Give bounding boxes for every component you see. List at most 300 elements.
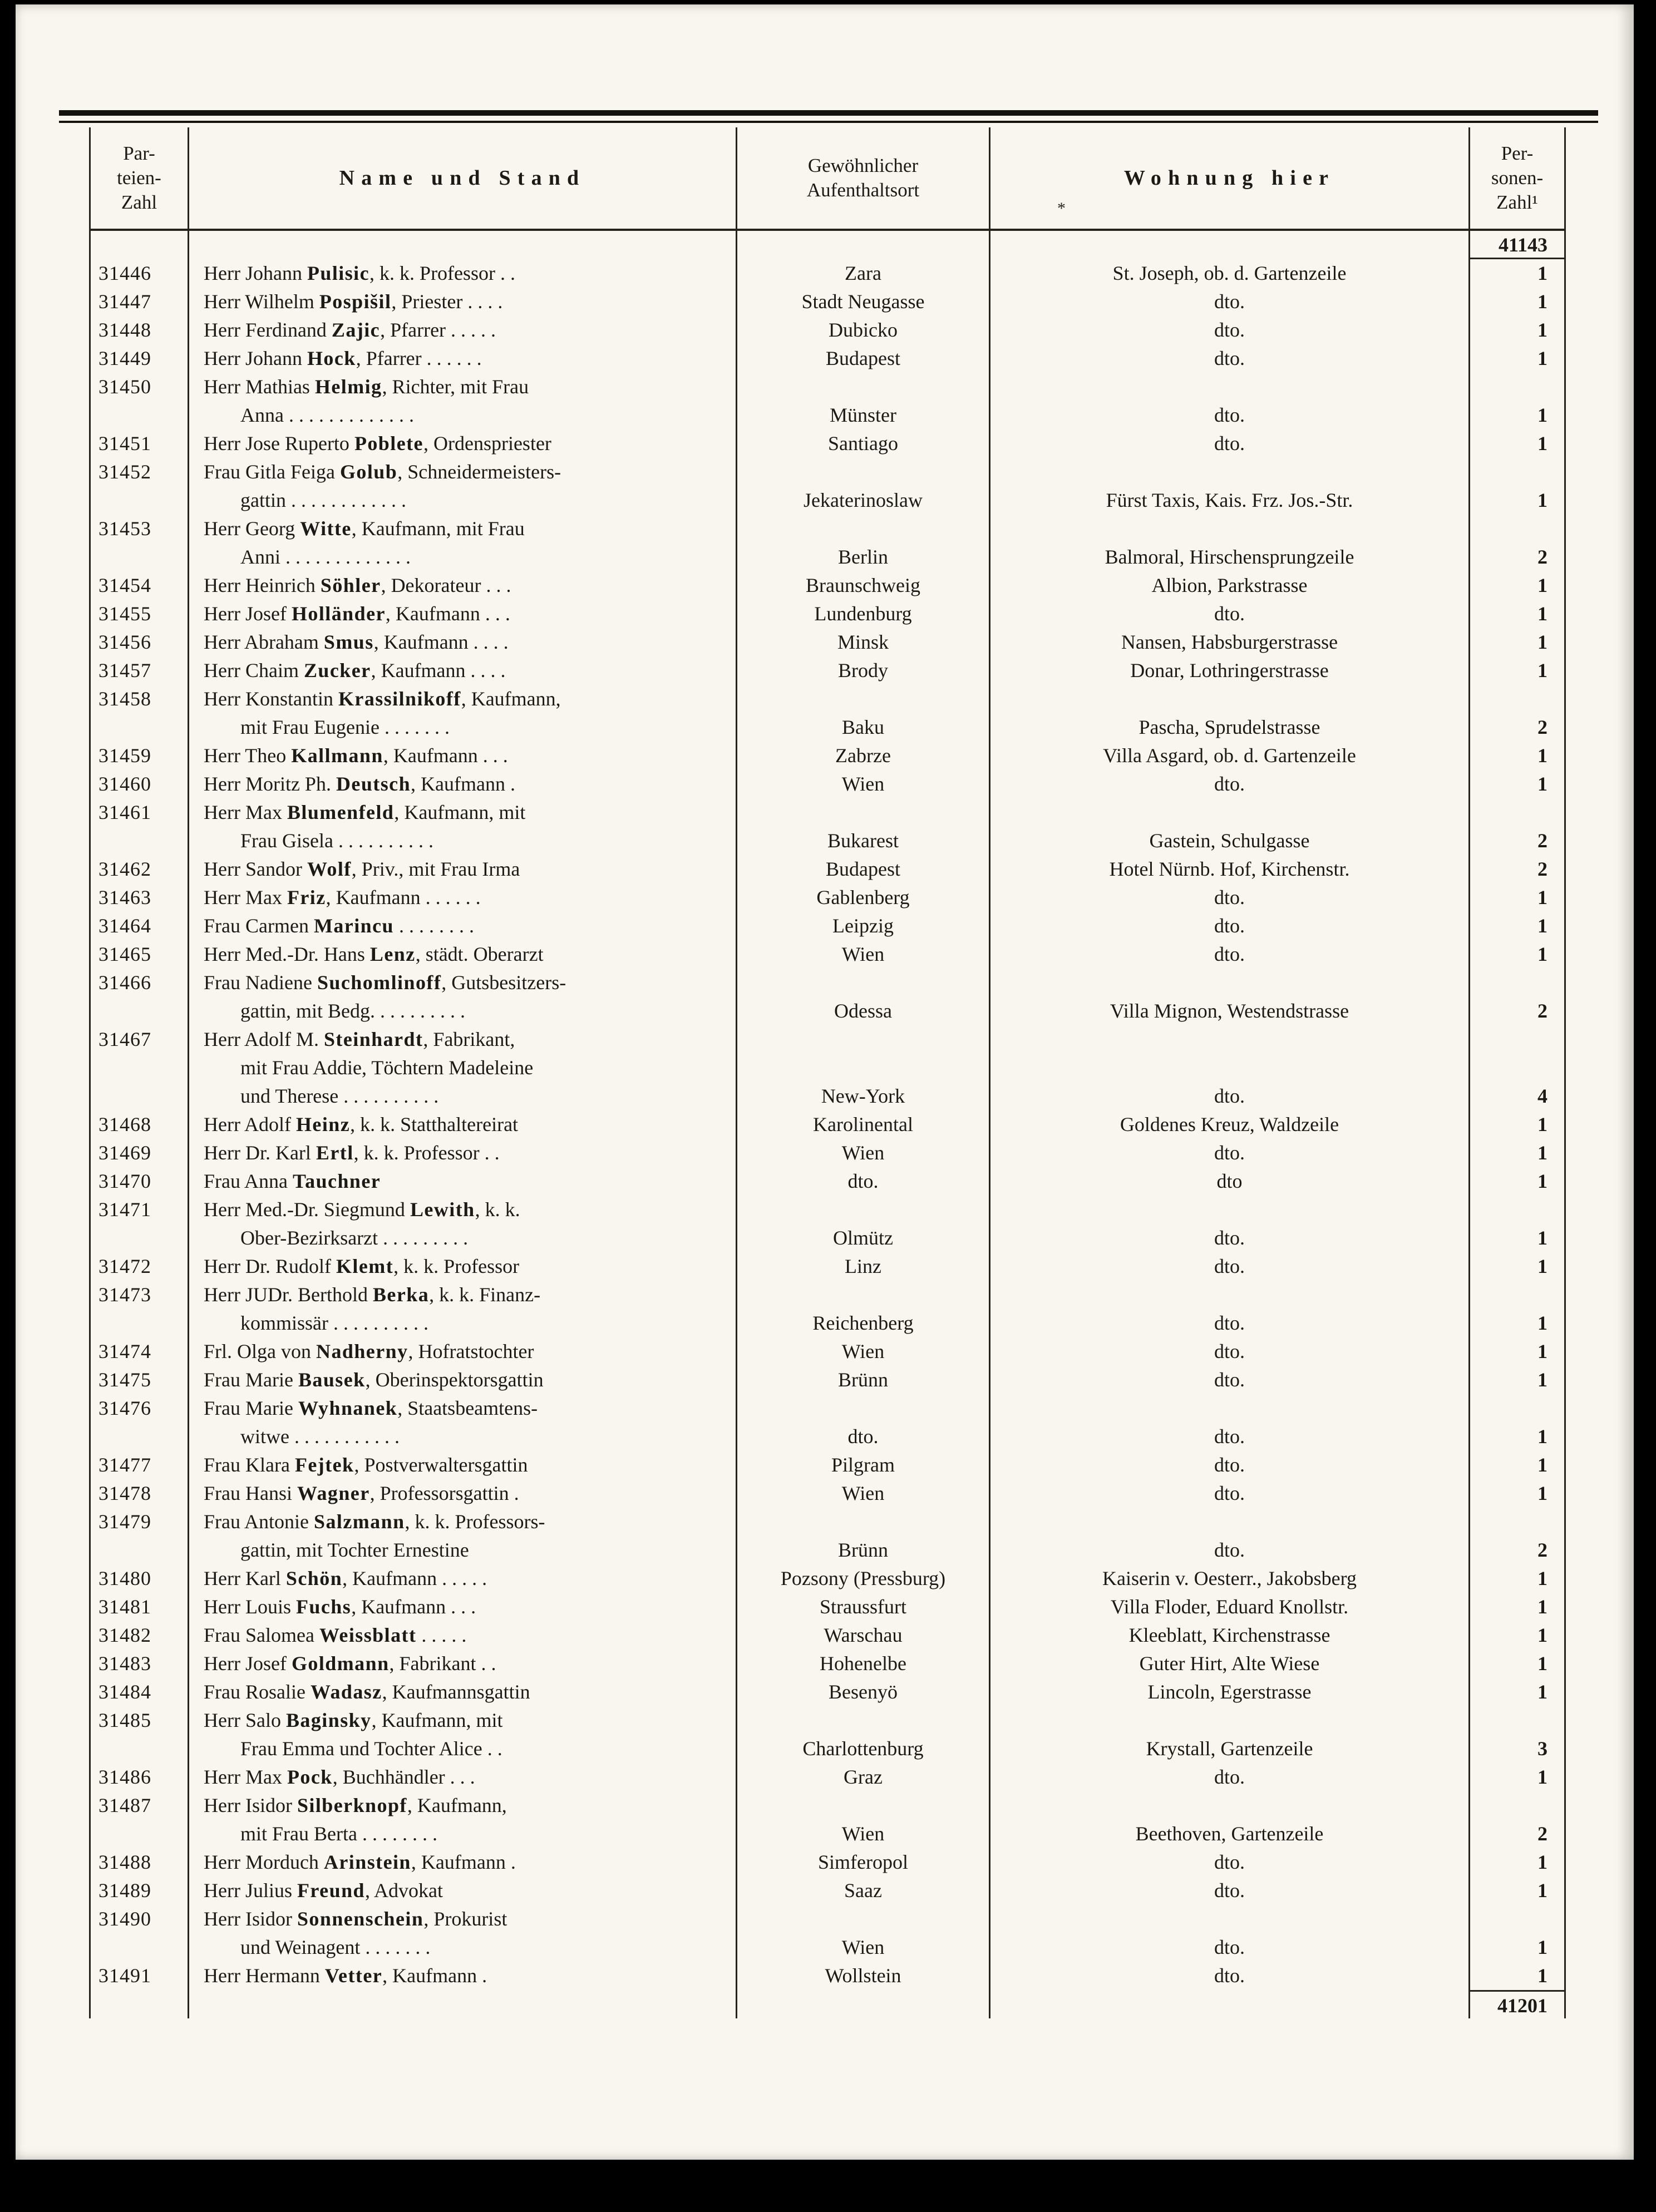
wohnung: Albion, Parkstrasse bbox=[990, 571, 1470, 600]
surname-bold: Lewith bbox=[410, 1198, 475, 1221]
surname-bold: Silberknopf bbox=[297, 1794, 407, 1816]
party-number: 31449 bbox=[89, 344, 189, 373]
surname-bold: Wadasz bbox=[310, 1681, 382, 1703]
party-number bbox=[89, 1820, 189, 1848]
name-und-stand bbox=[189, 940, 737, 969]
party-number: 31458 bbox=[89, 685, 189, 713]
aufenthaltsort: Münster bbox=[737, 401, 990, 429]
party-number bbox=[89, 713, 189, 742]
name-suffix: , Kaufmann, bbox=[461, 688, 561, 710]
name-suffix: , Prokurist bbox=[423, 1908, 507, 1930]
surname-bold: Lenz bbox=[369, 943, 416, 965]
surname-bold: Holländer bbox=[291, 603, 386, 625]
wohnung bbox=[990, 1196, 1470, 1224]
name-und-stand bbox=[189, 713, 737, 742]
name-prefix: Frau Gisela . . . . . . . . . . bbox=[240, 830, 433, 852]
name-prefix: Herr Josef bbox=[204, 1652, 292, 1675]
name-prefix: Herr Georg bbox=[204, 517, 300, 540]
name-suffix: , Kaufmann . . . . bbox=[373, 631, 509, 653]
name-prefix: Herr Julius bbox=[204, 1879, 297, 1902]
name-prefix: Herr Moritz Ph. bbox=[204, 773, 336, 795]
aufenthaltsort: Santiago bbox=[737, 429, 990, 458]
name-prefix: Anni . . . . . . . . . . . . . bbox=[240, 546, 411, 568]
party-number: 31463 bbox=[89, 883, 189, 912]
personen-zahl: 1 bbox=[1470, 316, 1566, 344]
party-number: 31480 bbox=[89, 1564, 189, 1593]
personen-zahl: 1 bbox=[1470, 1451, 1566, 1479]
party-number: 31488 bbox=[89, 1848, 189, 1877]
personen-zahl bbox=[1470, 1025, 1566, 1054]
surname-bold: Vetter bbox=[324, 1964, 383, 1987]
aufenthaltsort bbox=[737, 1281, 990, 1309]
personen-zahl bbox=[1470, 1791, 1566, 1820]
name-suffix: , Oberinspektorsgattin bbox=[365, 1369, 544, 1391]
name-prefix: Herr Salo bbox=[204, 1709, 286, 1731]
party-number: 31491 bbox=[89, 1962, 189, 1990]
name-und-stand bbox=[189, 1905, 737, 1933]
table-row bbox=[89, 1564, 1566, 1593]
party-number: 31471 bbox=[89, 1196, 189, 1224]
name-prefix: Herr Theo bbox=[204, 744, 292, 767]
wohnung bbox=[990, 1508, 1470, 1536]
name-prefix: Herr Max bbox=[204, 801, 287, 823]
party-number: 31476 bbox=[89, 1394, 189, 1423]
table-row bbox=[89, 940, 1566, 969]
table-row bbox=[89, 628, 1566, 656]
table-body bbox=[89, 259, 1566, 1990]
aufenthaltsort: Budapest bbox=[737, 344, 990, 373]
name-prefix: Ober-Bezirksarzt . . . . . . . . . bbox=[240, 1227, 469, 1249]
name-prefix: Frau Hansi bbox=[204, 1482, 297, 1504]
wohnung: Lincoln, Egerstrasse bbox=[990, 1678, 1470, 1706]
wohnung: Balmoral, Hirschensprungzeile bbox=[990, 543, 1470, 571]
header-line: Zahl¹ bbox=[1496, 191, 1538, 213]
aufenthaltsort: Wien bbox=[737, 940, 990, 969]
name-suffix: , k. k. Professor . . bbox=[353, 1142, 500, 1164]
table-row bbox=[89, 1167, 1566, 1196]
name-suffix: , Hofratstochter bbox=[408, 1340, 534, 1362]
party-number: 31459 bbox=[89, 742, 189, 770]
personen-zahl: 1 bbox=[1470, 1366, 1566, 1394]
wohnung: dto. bbox=[990, 600, 1470, 628]
name-und-stand bbox=[189, 1082, 737, 1110]
name-suffix: , k. k. Professor bbox=[393, 1255, 520, 1277]
name-suffix: , Kaufmann . . . bbox=[385, 603, 510, 625]
wohnung: dto. bbox=[990, 1877, 1470, 1905]
name-prefix: Herr Max bbox=[204, 886, 287, 909]
wohnung: Hotel Nürnb. Hof, Kirchenstr. bbox=[990, 855, 1470, 883]
wohnung bbox=[990, 1025, 1470, 1054]
aufenthaltsort: Reichenberg bbox=[737, 1309, 990, 1337]
name-prefix: gattin, mit Tochter Ernestine bbox=[240, 1539, 469, 1561]
table-row bbox=[89, 1933, 1566, 1962]
personen-zahl bbox=[1470, 1394, 1566, 1423]
party-number: 31481 bbox=[89, 1593, 189, 1621]
personen-zahl: 1 bbox=[1470, 883, 1566, 912]
surname-bold: Klemt bbox=[336, 1255, 394, 1277]
surname-bold: Ertl bbox=[316, 1142, 354, 1164]
surname-bold: Blumenfeld bbox=[287, 801, 395, 823]
name-und-stand bbox=[189, 1224, 737, 1252]
wohnung: Beethoven, Gartenzeile bbox=[990, 1820, 1470, 1848]
name-und-stand bbox=[189, 1933, 737, 1962]
table-row bbox=[89, 1877, 1566, 1905]
name-und-stand bbox=[189, 1139, 737, 1167]
header-name-und-stand bbox=[189, 127, 737, 229]
personen-zahl: 1 bbox=[1470, 401, 1566, 429]
wohnung: dto. bbox=[990, 883, 1470, 912]
party-number bbox=[89, 1082, 189, 1110]
table-row bbox=[89, 912, 1566, 940]
guest-list-table bbox=[89, 127, 1566, 2018]
name-suffix: , Staatsbeamtens- bbox=[397, 1397, 538, 1419]
table-row bbox=[89, 458, 1566, 486]
name-prefix: Anna . . . . . . . . . . . . . bbox=[240, 404, 414, 426]
aufenthaltsort: Odessa bbox=[737, 997, 990, 1025]
name-prefix: Frau Gitla Feiga bbox=[204, 461, 340, 483]
aufenthaltsort: Wollstein bbox=[737, 1962, 990, 1990]
wohnung: dto. bbox=[990, 1763, 1470, 1791]
table-row bbox=[89, 1423, 1566, 1451]
name-und-stand bbox=[189, 1167, 737, 1196]
name-prefix: Herr Karl bbox=[204, 1567, 286, 1589]
name-suffix: , Kaufmann . bbox=[411, 1851, 516, 1873]
name-suffix: , Kaufmann . . . . bbox=[371, 659, 506, 682]
personen-zahl: 1 bbox=[1470, 912, 1566, 940]
name-und-stand bbox=[189, 628, 737, 656]
personen-zahl: 1 bbox=[1470, 571, 1566, 600]
name-prefix: Herr Adolf M. bbox=[204, 1028, 324, 1050]
name-prefix: Frau Salomea bbox=[204, 1624, 319, 1646]
aufenthaltsort bbox=[737, 798, 990, 827]
name-suffix: , Buchhändler . . . bbox=[332, 1766, 475, 1788]
personen-zahl bbox=[1470, 1281, 1566, 1309]
aufenthaltsort: Zara bbox=[737, 259, 990, 288]
name-suffix: , Kaufmann, mit Frau bbox=[351, 517, 525, 540]
wohnung: dto. bbox=[990, 316, 1470, 344]
party-number: 31455 bbox=[89, 600, 189, 628]
party-number bbox=[89, 1054, 189, 1082]
party-number: 31452 bbox=[89, 458, 189, 486]
table-row bbox=[89, 969, 1566, 997]
table-header-row bbox=[89, 127, 1566, 231]
aufenthaltsort: dto. bbox=[737, 1423, 990, 1451]
name-prefix: kommissär . . . . . . . . . . bbox=[240, 1312, 428, 1334]
table-row bbox=[89, 883, 1566, 912]
aufenthaltsort: Wien bbox=[737, 770, 990, 798]
surname-bold: Witte bbox=[300, 517, 352, 540]
table-row bbox=[89, 1508, 1566, 1536]
surname-bold: Nadherny bbox=[316, 1340, 408, 1362]
personen-zahl: 1 bbox=[1470, 288, 1566, 316]
name-und-stand bbox=[189, 1054, 737, 1082]
table-row bbox=[89, 1139, 1566, 1167]
table-row bbox=[89, 1309, 1566, 1337]
personen-zahl: 1 bbox=[1470, 656, 1566, 685]
name-und-stand bbox=[189, 231, 737, 259]
wohnung: Villa Asgard, ob. d. Gartenzeile bbox=[990, 742, 1470, 770]
aufenthaltsort: Brody bbox=[737, 656, 990, 685]
surname-bold: Suchomlinoff bbox=[317, 971, 442, 994]
wohnung: Fürst Taxis, Kais. Frz. Jos.-Str. bbox=[990, 486, 1470, 515]
name-prefix: Herr Wilhelm bbox=[204, 290, 319, 313]
table-row bbox=[89, 316, 1566, 344]
table-row bbox=[89, 1337, 1566, 1366]
name-suffix: , Kaufmannsgattin bbox=[382, 1681, 530, 1703]
aufenthaltsort: New-York bbox=[737, 1082, 990, 1110]
table-row bbox=[89, 855, 1566, 883]
personen-zahl: 1 bbox=[1470, 1593, 1566, 1621]
header-line: Name und Stand bbox=[339, 166, 586, 190]
personen-zahl: 1 bbox=[1470, 344, 1566, 373]
name-prefix: Herr Jose Ruperto bbox=[204, 432, 354, 455]
personen-zahl: 4 bbox=[1470, 1082, 1566, 1110]
table-row bbox=[89, 1593, 1566, 1621]
surname-bold: Pospišil bbox=[319, 290, 392, 313]
personen-zahl: 2 bbox=[1470, 1820, 1566, 1848]
name-prefix: Herr Johann bbox=[204, 262, 307, 284]
party-number: 31451 bbox=[89, 429, 189, 458]
name-prefix: Herr Med.-Dr. Hans bbox=[204, 943, 370, 965]
name-prefix: Herr Isidor bbox=[204, 1794, 297, 1816]
personen-zahl: 2 bbox=[1470, 827, 1566, 855]
party-number bbox=[89, 486, 189, 515]
name-und-stand bbox=[189, 1820, 737, 1848]
party-number: 31468 bbox=[89, 1110, 189, 1139]
name-suffix: , Kaufmann . bbox=[382, 1964, 487, 1987]
wohnung: Pascha, Sprudelstrasse bbox=[990, 713, 1470, 742]
aufenthaltsort bbox=[737, 1706, 990, 1735]
name-prefix: gattin, mit Bedg. . . . . . . . . . bbox=[240, 1000, 465, 1022]
personen-zahl bbox=[1470, 798, 1566, 827]
name-und-stand bbox=[189, 883, 737, 912]
name-und-stand bbox=[189, 827, 737, 855]
party-number: 31447 bbox=[89, 288, 189, 316]
wohnung: dto. bbox=[990, 1848, 1470, 1877]
name-prefix: Herr Adolf bbox=[204, 1113, 296, 1135]
wohnung bbox=[990, 515, 1470, 543]
personen-zahl bbox=[1470, 969, 1566, 997]
party-number: 31465 bbox=[89, 940, 189, 969]
wohnung bbox=[990, 1054, 1470, 1082]
name-prefix: Herr Hermann bbox=[204, 1964, 325, 1987]
carry-total: 41143 bbox=[1470, 231, 1566, 259]
name-suffix: , Pfarrer . . . . . . bbox=[356, 347, 482, 369]
wohnung: dto. bbox=[990, 1451, 1470, 1479]
name-prefix: mit Frau Addie, Töchtern Madeleine bbox=[240, 1056, 534, 1079]
name-suffix: , Kaufmann . . . . . . bbox=[326, 886, 481, 909]
surname-bold: Salzmann bbox=[313, 1510, 405, 1533]
wohnung: dto. bbox=[990, 1252, 1470, 1281]
table-row bbox=[89, 656, 1566, 685]
wohnung: dto. bbox=[990, 1337, 1470, 1366]
party-number: 31472 bbox=[89, 1252, 189, 1281]
party-number bbox=[89, 997, 189, 1025]
surname-bold: Berka bbox=[372, 1283, 430, 1306]
personen-zahl bbox=[1470, 1054, 1566, 1082]
table-row bbox=[89, 344, 1566, 373]
table-row bbox=[89, 1962, 1566, 1990]
wohnung bbox=[990, 1905, 1470, 1933]
table-row bbox=[89, 543, 1566, 571]
name-und-stand bbox=[189, 373, 737, 401]
surname-bold: Freund bbox=[297, 1879, 365, 1902]
personen-zahl: 1 bbox=[1470, 1423, 1566, 1451]
table-row bbox=[89, 1735, 1566, 1763]
name-und-stand bbox=[189, 798, 737, 827]
party-number: 31466 bbox=[89, 969, 189, 997]
party-number bbox=[89, 827, 189, 855]
personen-zahl: 1 bbox=[1470, 628, 1566, 656]
aufenthaltsort: Olmütz bbox=[737, 1224, 990, 1252]
name-suffix: , Fabrikant, bbox=[423, 1028, 515, 1050]
header-line: Zahl bbox=[121, 191, 157, 213]
personen-zahl: 1 bbox=[1470, 1139, 1566, 1167]
aufenthaltsort bbox=[737, 458, 990, 486]
name-prefix: Herr Louis bbox=[204, 1596, 296, 1618]
name-suffix: , Kaufmann . . . bbox=[351, 1596, 476, 1618]
wohnung: dto. bbox=[990, 1933, 1470, 1962]
name-prefix: und Therese . . . . . . . . . . bbox=[240, 1085, 439, 1107]
surname-bold: Bausek bbox=[298, 1369, 366, 1391]
name-suffix: , Fabrikant . . bbox=[389, 1652, 496, 1675]
wohnung bbox=[990, 231, 1470, 259]
personen-zahl: 1 bbox=[1470, 1877, 1566, 1905]
wohnung bbox=[990, 1706, 1470, 1735]
party-number: 31469 bbox=[89, 1139, 189, 1167]
surname-bold: Pock bbox=[287, 1766, 333, 1788]
name-prefix: Herr Johann bbox=[204, 347, 307, 369]
table-row bbox=[89, 1110, 1566, 1139]
header-line: Wohnung hier bbox=[1123, 166, 1335, 190]
party-number: 31474 bbox=[89, 1337, 189, 1366]
carry-over-row-bottom bbox=[89, 1990, 1566, 2018]
name-prefix: Frau Nadiene bbox=[204, 971, 317, 994]
wohnung: dto. bbox=[990, 770, 1470, 798]
name-und-stand bbox=[189, 1423, 737, 1451]
name-prefix: Frau Antonie bbox=[204, 1510, 314, 1533]
party-number: 31457 bbox=[89, 656, 189, 685]
name-und-stand bbox=[189, 855, 737, 883]
table-row bbox=[89, 1905, 1566, 1933]
party-number: 31448 bbox=[89, 316, 189, 344]
name-und-stand bbox=[189, 1281, 737, 1309]
aufenthaltsort: Graz bbox=[737, 1763, 990, 1791]
personen-zahl: 1 bbox=[1470, 1309, 1566, 1337]
aufenthaltsort: Gablenberg bbox=[737, 883, 990, 912]
aufenthaltsort: Straussfurt bbox=[737, 1593, 990, 1621]
surname-bold: Söhler bbox=[320, 574, 381, 596]
name-suffix: , k. k. Professors- bbox=[405, 1510, 545, 1533]
aufenthaltsort: Saaz bbox=[737, 1877, 990, 1905]
wohnung: dto. bbox=[990, 1309, 1470, 1337]
table-row bbox=[89, 827, 1566, 855]
party-number: 31485 bbox=[89, 1706, 189, 1735]
table-row bbox=[89, 515, 1566, 543]
wohnung: dto. bbox=[990, 1423, 1470, 1451]
name-und-stand bbox=[189, 1196, 737, 1224]
name-und-stand bbox=[189, 656, 737, 685]
surname-bold: Fejtek bbox=[294, 1454, 354, 1476]
aufenthaltsort: Baku bbox=[737, 713, 990, 742]
table-row bbox=[89, 486, 1566, 515]
name-prefix: Herr Morduch bbox=[204, 1851, 324, 1873]
wohnung: dto bbox=[990, 1167, 1470, 1196]
name-suffix: , Kaufmann, bbox=[407, 1794, 507, 1816]
table-row bbox=[89, 713, 1566, 742]
table-row bbox=[89, 1196, 1566, 1224]
wohnung bbox=[990, 969, 1470, 997]
name-prefix: mit Frau Berta . . . . . . . . bbox=[240, 1823, 437, 1845]
header-line: Per- bbox=[1501, 142, 1534, 164]
aufenthaltsort: Lundenburg bbox=[737, 600, 990, 628]
aufenthaltsort: Pilgram bbox=[737, 1451, 990, 1479]
personen-zahl: 2 bbox=[1470, 997, 1566, 1025]
name-suffix: , Kaufmann, mit bbox=[394, 801, 526, 823]
wohnung: St. Joseph, ob. d. Gartenzeile bbox=[990, 259, 1470, 288]
table-row bbox=[89, 1281, 1566, 1309]
aufenthaltsort: Stadt Neugasse bbox=[737, 288, 990, 316]
wohnung bbox=[990, 1990, 1470, 2018]
name-suffix: , Professorsgattin . bbox=[369, 1482, 519, 1504]
aufenthaltsort: Minsk bbox=[737, 628, 990, 656]
personen-zahl: 1 bbox=[1470, 1962, 1566, 1990]
party-number bbox=[89, 1224, 189, 1252]
wohnung: dto. bbox=[990, 1082, 1470, 1110]
personen-zahl: 1 bbox=[1470, 1224, 1566, 1252]
surname-bold: Deutsch bbox=[336, 773, 411, 795]
wohnung: dto. bbox=[990, 1536, 1470, 1564]
wohnung: dto. bbox=[990, 1139, 1470, 1167]
wohnung: Gastein, Schulgasse bbox=[990, 827, 1470, 855]
personen-zahl bbox=[1470, 1508, 1566, 1536]
table-row bbox=[89, 770, 1566, 798]
name-und-stand bbox=[189, 1337, 737, 1366]
header-personen-zahl bbox=[1470, 127, 1566, 229]
surname-bold: Pulisic bbox=[307, 262, 370, 284]
surname-bold: Smus bbox=[323, 631, 374, 653]
party-number bbox=[89, 1423, 189, 1451]
aufenthaltsort bbox=[737, 1508, 990, 1536]
table-row bbox=[89, 1025, 1566, 1054]
aufenthaltsort: Brünn bbox=[737, 1366, 990, 1394]
header-line: teien- bbox=[117, 167, 161, 189]
name-suffix: , Kaufmann, mit bbox=[371, 1709, 503, 1731]
surname-bold: Marincu bbox=[313, 915, 395, 937]
name-prefix: Frau Klara bbox=[204, 1454, 295, 1476]
wohnung: dto. bbox=[990, 1962, 1470, 1990]
personen-zahl: 1 bbox=[1470, 1252, 1566, 1281]
name-prefix: Herr Abraham bbox=[204, 631, 324, 653]
wohnung: Krystall, Gartenzeile bbox=[990, 1735, 1470, 1763]
aufenthaltsort: Simferopol bbox=[737, 1848, 990, 1877]
surname-bold: Sonnenschein bbox=[297, 1908, 424, 1930]
surname-bold: Wolf bbox=[307, 858, 352, 880]
surname-bold: Helmig bbox=[314, 376, 382, 398]
table-row bbox=[89, 1451, 1566, 1479]
party-number: 31477 bbox=[89, 1451, 189, 1479]
name-prefix: Herr Dr. Rudolf bbox=[204, 1255, 336, 1277]
party-number bbox=[89, 1933, 189, 1962]
name-suffix: , k. k. bbox=[475, 1198, 520, 1221]
surname-bold: Zucker bbox=[303, 659, 371, 682]
personen-zahl bbox=[1470, 458, 1566, 486]
name-prefix: mit Frau Eugenie . . . . . . . bbox=[240, 716, 450, 738]
table-row bbox=[89, 742, 1566, 770]
wohnung bbox=[990, 1281, 1470, 1309]
name-und-stand bbox=[189, 1735, 737, 1763]
surname-bold: Wagner bbox=[297, 1482, 370, 1504]
